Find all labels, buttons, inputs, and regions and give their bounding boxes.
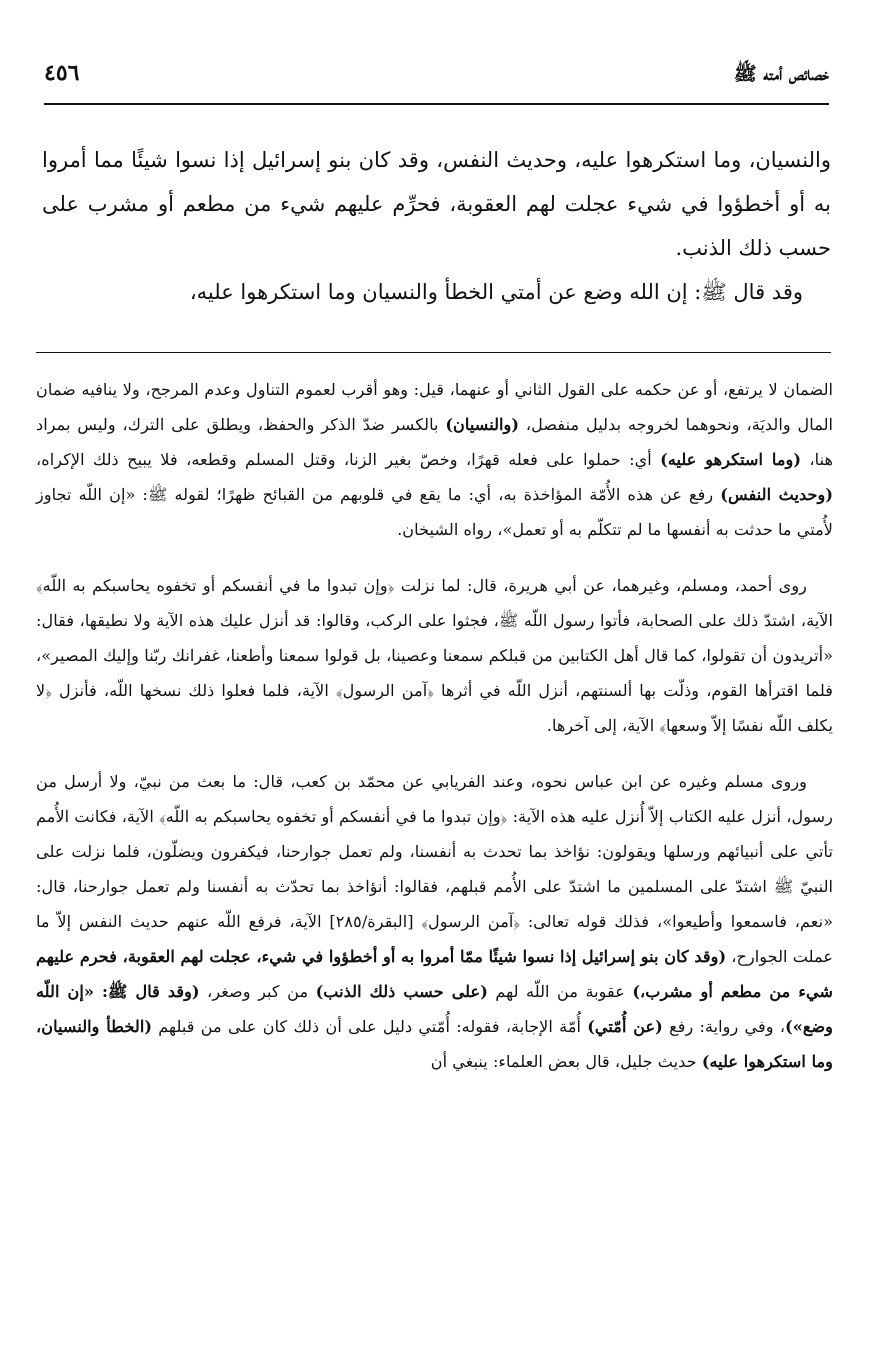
- commentary-paragraph: [36, 764, 833, 1079]
- commentary-text: الضمان لا يرتفع، أو عن حكمه على القول الثاني أو عنهما، قيل: وهو أقرب لعموم التناول وعدم المرجح، ولا ينافيه ضمان المال والديَة، ونحوهما لخروجه بدليل منفصل،: [36, 380, 833, 434]
- commentary-text: أي: حملوا على فعله قهرًا، وخصّ بغير الزنا، وقتل المسلم وقطعه، فلا يبيح ذلك الإكراه،: [36, 450, 661, 469]
- commentary-text: بالكسر ضدّ الذكر والحفظ، ويطلق على الترك، وليس بمراد هنا،: [36, 415, 834, 469]
- commentary-text: أُمّة الإجابة، فقوله: أُمّتي دليل على أن ذلك كان على من قبلهم: [152, 1017, 588, 1036]
- page-number: ٤٥٦: [44, 60, 80, 86]
- quoted-phrase: (على حسب ذلك الذنب): [315, 982, 488, 1001]
- commentary-text: ، وفي رواية: رفع: [662, 1017, 786, 1036]
- commentary-paragraph: روى أحمد، ومسلم، وغيرهما، عن أبي هريرة، قال: لما نزلت ﴿وإن تبدوا ما في أنفسكم أو تخفوه يحاسبكم به اللّه﴾ الآية، اشتدّ ذلك على الصحابة، فأتوا رسول اللّه ﷺ، فجثوا على الركب، وقالوا: قد أنزل عليك هذه الآية ولا نطيقها، فقال: «أتريدون أن تقولوا، كما قال أهل الكتابين من قبلكم سمعنا وعصينا، بل قولوا سمعنا وأطعنا، غفرانك ربّنا وإليك المصير»، فلما اقترأها القوم، وذلّت بها ألسنتهم، أنزل اللّه في أثرها ﴿آمن الرسول﴾ الآية، فلما فعلوا ذلك نسخها اللّه، فأنزل ﴿لا يكلف اللّه نفسًا إلاّ وسعها﴾ الآية، إلى آخرها.: [36, 576, 833, 735]
- commentary-divider: [36, 352, 831, 353]
- quoted-phrase: (وحديث النفس): [720, 485, 833, 504]
- running-title: خصائص أمته ﷺ: [733, 63, 829, 85]
- main-paragraph: والنسيان، وما استكرهوا عليه، وحديث النفس، وقد كان بنو إسرائيل إذا نسوا شيئًا مما أمروا به أو أخطؤوا في شيء عجلت لهم العقوبة، فحرِّم عليهم شيء من مطعم أو مشرب على حسب ذلك الذنب.: [42, 148, 831, 260]
- commentary-text: من كبر وصغر،: [199, 982, 316, 1001]
- commentary-paragraph: [36, 372, 833, 547]
- quoted-phrase: (الخطأ والنسيان، وما استكرهوا عليه): [36, 1017, 833, 1071]
- commentary: [36, 372, 833, 1100]
- commentary-text: وروى مسلم وغيره عن ابن عباس نحوه، وعند الفريابي عن محمّد بن كعب، قال: ما بعث من نبيّ، ولا أرسل من رسول، أنزل عليه الكتاب إلاّ أُنزل عليه هذه الآية: ﴿وإن تبدوا ما في أنفسكم أو تخفوه يحاسبكم به اللّه﴾ الآية، فكانت الأُمم تأتي على أنبيائهم ورسلها ويقولون: نؤاخذ بما تحدث به أنفسنا، ولم تعمل جوارحنا، فيكفرون ويضلّون، فلما نزلت على النبيّ ﷺ اشتدّ على المسلمين ما اشتدّ على الأُمم قبلهم، فقالوا: أنؤاخذ بما تحدّث به أنفسنا ولم تعمل جوارحنا، قال: «نعم، فاسمعوا وأطيعوا»، فذلك قوله تعالى: ﴿آمن الرسول﴾ [البقرة/٢٨٥] الآية، فرفع اللّه عنهم حديث النفس إلاّ ما عملت الجوارح،: [36, 772, 833, 966]
- quoted-phrase: (وقد قال ﷺ: «إن اللّه وضع»): [36, 982, 834, 1036]
- commentary-text: عقوبة من اللّه لهم: [487, 982, 633, 1001]
- quoted-phrase: (والنسيان): [445, 415, 519, 434]
- commentary-text: حديث جليل، قال بعض العلماء: ينبغي أن: [430, 1052, 702, 1071]
- quoted-phrase: (وقد كان بنو إسرائيل إذا نسوا شيئًا ممّا أمروا به أو أخطؤوا في شيء، عجلت لهم العقوبة، فحرم عليهم شيء من مطعم أو مشرب،): [36, 947, 834, 1001]
- header-rule: [44, 103, 829, 105]
- quoted-phrase: (وما استكرهو عليه): [660, 450, 802, 469]
- main-text: [42, 138, 831, 314]
- page-header: [44, 56, 829, 96]
- main-paragraph: وقد قال ﷺ: إن الله وضع عن أمتي الخطأ والنسيان وما استكرهوا عليه،: [189, 280, 803, 304]
- commentary-text: رفع عن هذه الأُمّة المؤاخذة به، أي: ما يقع في قلوبهم من القبائح ظهرًا؛ لقوله ﷺ: «إن اللّه تجاوز لأُمتي ما حدثت به أنفسها ما لم تتكلّم به أو تعمل»، رواه الشيخان.: [36, 485, 833, 539]
- quoted-phrase: (عن أُمّتي): [587, 1017, 663, 1036]
